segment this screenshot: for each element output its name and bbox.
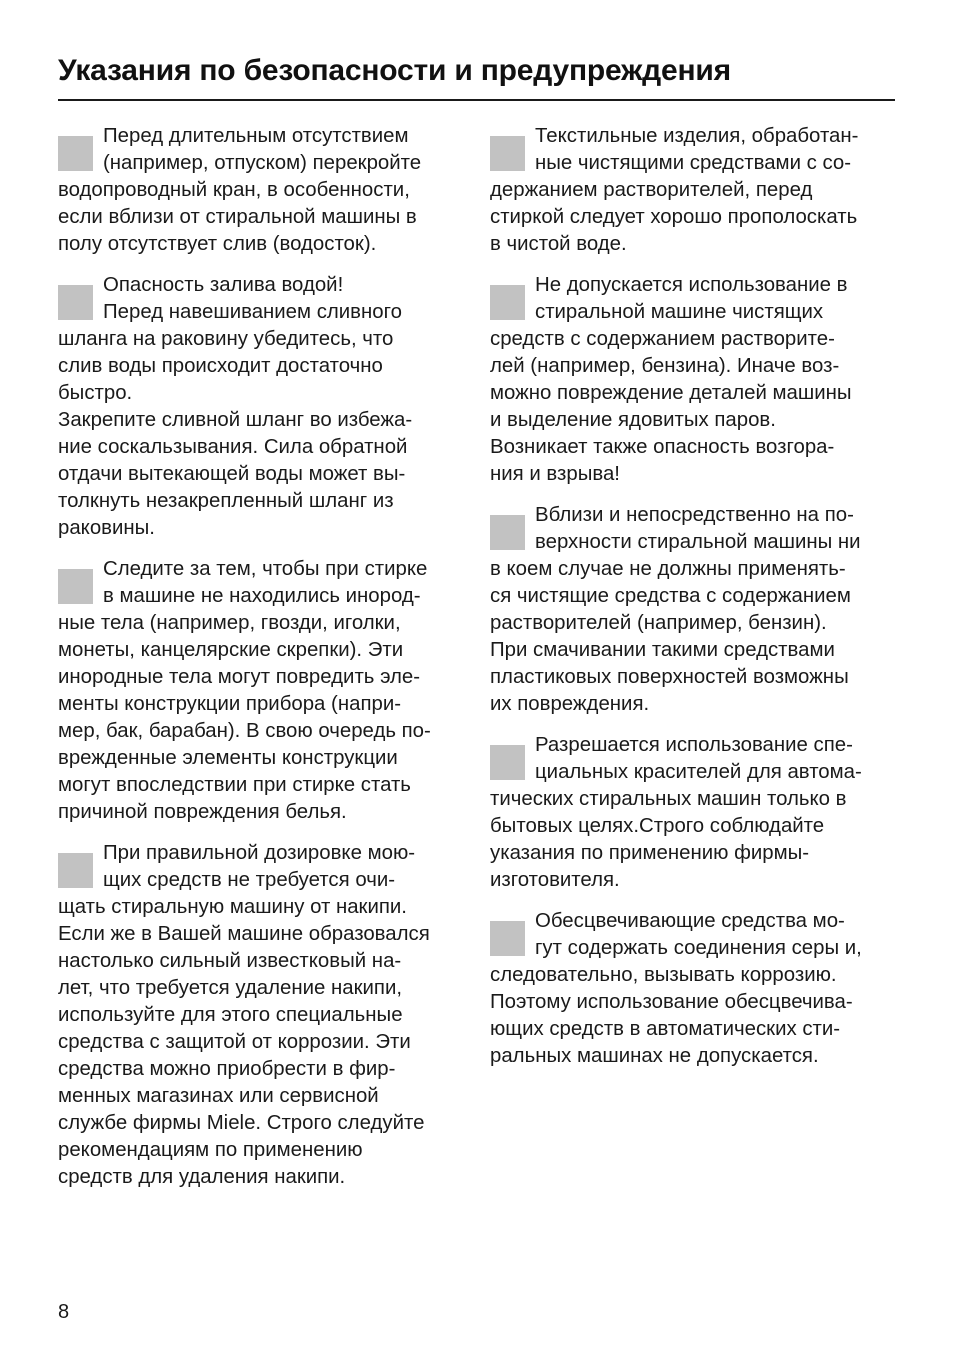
text-line: средства с защитой от коррозии. Эти <box>58 1031 411 1053</box>
text-line: верхности стиральной машины ни <box>535 531 861 553</box>
bullet-square-icon <box>490 136 525 171</box>
text-line: слив воды происходит достаточно <box>58 355 383 377</box>
right-column <box>490 123 900 1084</box>
text-line: Если же в Вашей машине образовался <box>58 923 430 945</box>
text-line: отдачи вытекающей воды может вы- <box>58 463 406 485</box>
safety-item <box>490 502 900 718</box>
text-line: Перед навешиванием сливного <box>103 301 402 323</box>
text-line: лей (например, бензина). Иначе воз- <box>490 355 840 377</box>
text-line: Вблизи и непосредственно на по- <box>535 504 854 526</box>
text-line: и выделение ядовитых паров. <box>490 409 776 431</box>
bullet-square-icon <box>490 285 525 320</box>
text-line: быстро. <box>58 382 133 404</box>
safety-item <box>58 556 468 826</box>
text-line: стиральной машине чистящих <box>535 301 824 323</box>
text-line: их повреждения. <box>490 693 650 715</box>
text-line: щать стиральную машину от накипи. <box>58 896 407 918</box>
text-line: Опасность залива водой! <box>103 274 344 296</box>
text-line: ния и взрыва! <box>490 463 620 485</box>
text-line: причиной повреждения белья. <box>58 801 347 823</box>
text-line: Закрепите сливной шланг во избежа- <box>58 409 413 431</box>
text-line: водопроводный кран, в особенности, <box>58 179 410 201</box>
text-line: пластиковых поверхностей возможны <box>490 666 849 688</box>
text-line: циальных красителей для автома- <box>535 761 862 783</box>
text-line: растворителей (например, бензин). <box>490 612 827 634</box>
text-line: Возникает также опасность возгора- <box>490 436 835 458</box>
text-line: в коем случае не должны применять- <box>490 558 846 580</box>
text-line: мер, бак, барабан). В свою очередь по- <box>58 720 431 742</box>
text-line: менты конструкции прибора (напри- <box>58 693 402 715</box>
page-number: 8 <box>58 1301 70 1323</box>
text-line: При правильной дозировке мою- <box>103 842 416 864</box>
text-line: раковины. <box>58 517 155 539</box>
text-line: в машине не находились инород- <box>103 585 421 607</box>
text-line: (например, отпуском) перекройте <box>103 152 422 174</box>
text-line: можно повреждение деталей машины <box>490 382 852 404</box>
safety-item <box>490 272 900 488</box>
text-line: средств с содержанием растворите- <box>490 328 835 350</box>
text-line: ральных машинах не допускается. <box>490 1045 819 1067</box>
text-line: Обесцвечивающие средства мо- <box>535 910 845 932</box>
text-line: службе фирмы Miele. Строго следуйте <box>58 1112 425 1134</box>
text-line: щих средств не требуется очи- <box>103 869 396 891</box>
text-line: Перед длительным отсутствием <box>103 125 409 147</box>
text-line: изготовителя. <box>490 869 620 891</box>
text-line: стиркой следует хорошо прополоскать <box>490 206 858 228</box>
text-line: менных магазинах или сервисной <box>58 1085 379 1107</box>
text-line: толкнуть незакрепленный шланг из <box>58 490 394 512</box>
text-line: При смачивании такими средствами <box>490 639 835 661</box>
bullet-square-icon <box>490 921 525 956</box>
text-line: Разрешается использование спе- <box>535 734 853 756</box>
text-line: Не допускается использование в <box>535 274 848 296</box>
text-line: ся чистящие средства с содержанием <box>490 585 851 607</box>
text-line: полу отсутствует слив (водосток). <box>58 233 377 255</box>
safety-item <box>490 732 900 894</box>
text-line: могут впоследствии при стирке стать <box>58 774 411 796</box>
text-line: инородные тела могут повредить эле- <box>58 666 421 688</box>
text-line: указания по применению фирмы- <box>490 842 810 864</box>
text-line: ющих средств в автоматических сти- <box>490 1018 841 1040</box>
text-line: ние соскальзывания. Сила обратной <box>58 436 408 458</box>
safety-item <box>58 272 468 542</box>
text-line: ные тела (например, гвозди, иголки, <box>58 612 401 634</box>
text-line: ные чистящими средствами с со- <box>535 152 852 174</box>
left-column <box>58 123 468 1205</box>
text-line: настолько сильный известковый на- <box>58 950 402 972</box>
bullet-square-icon <box>490 515 525 550</box>
text-line: используйте для этого специальные <box>58 1004 403 1026</box>
safety-item <box>58 123 468 258</box>
text-line: шланга на раковину убедитесь, что <box>58 328 394 350</box>
text-line: рекомендациям по применению <box>58 1139 363 1161</box>
safety-item <box>490 908 900 1070</box>
safety-item <box>490 123 900 258</box>
safety-item <box>58 840 468 1191</box>
text-line: тических стиральных машин только в <box>490 788 847 810</box>
bullet-square-icon <box>58 853 93 888</box>
text-line: держанием растворителей, перед <box>490 179 813 201</box>
text-line: следовательно, вызывать коррозию. <box>490 964 837 986</box>
title-divider <box>58 99 895 101</box>
text-line: Следите за тем, чтобы при стирке <box>103 558 428 580</box>
text-line: бытовых целях.Строго соблюдайте <box>490 815 825 837</box>
text-line: Поэтому использование обесцвечива- <box>490 991 853 1013</box>
text-line: средств для удаления накипи. <box>58 1166 346 1188</box>
text-line: Текстильные изделия, обработан- <box>535 125 859 147</box>
bullet-square-icon <box>58 569 93 604</box>
text-line: в чистой воде. <box>490 233 627 255</box>
text-line: врежденные элементы конструкции <box>58 747 398 769</box>
text-line: монеты, канцелярские скрепки). Эти <box>58 639 404 661</box>
text-line: если вблизи от стиральной машины в <box>58 206 417 228</box>
text-line: гут содержать соединения серы и, <box>535 937 862 959</box>
text-line: лет, что требуется удаление накипи, <box>58 977 403 999</box>
bullet-square-icon <box>490 745 525 780</box>
bullet-square-icon <box>58 136 93 171</box>
text-line: средства можно приобрести в фир- <box>58 1058 396 1080</box>
page-title: Указания по безопасности и предупреждения <box>58 54 731 87</box>
bullet-square-icon <box>58 285 93 320</box>
